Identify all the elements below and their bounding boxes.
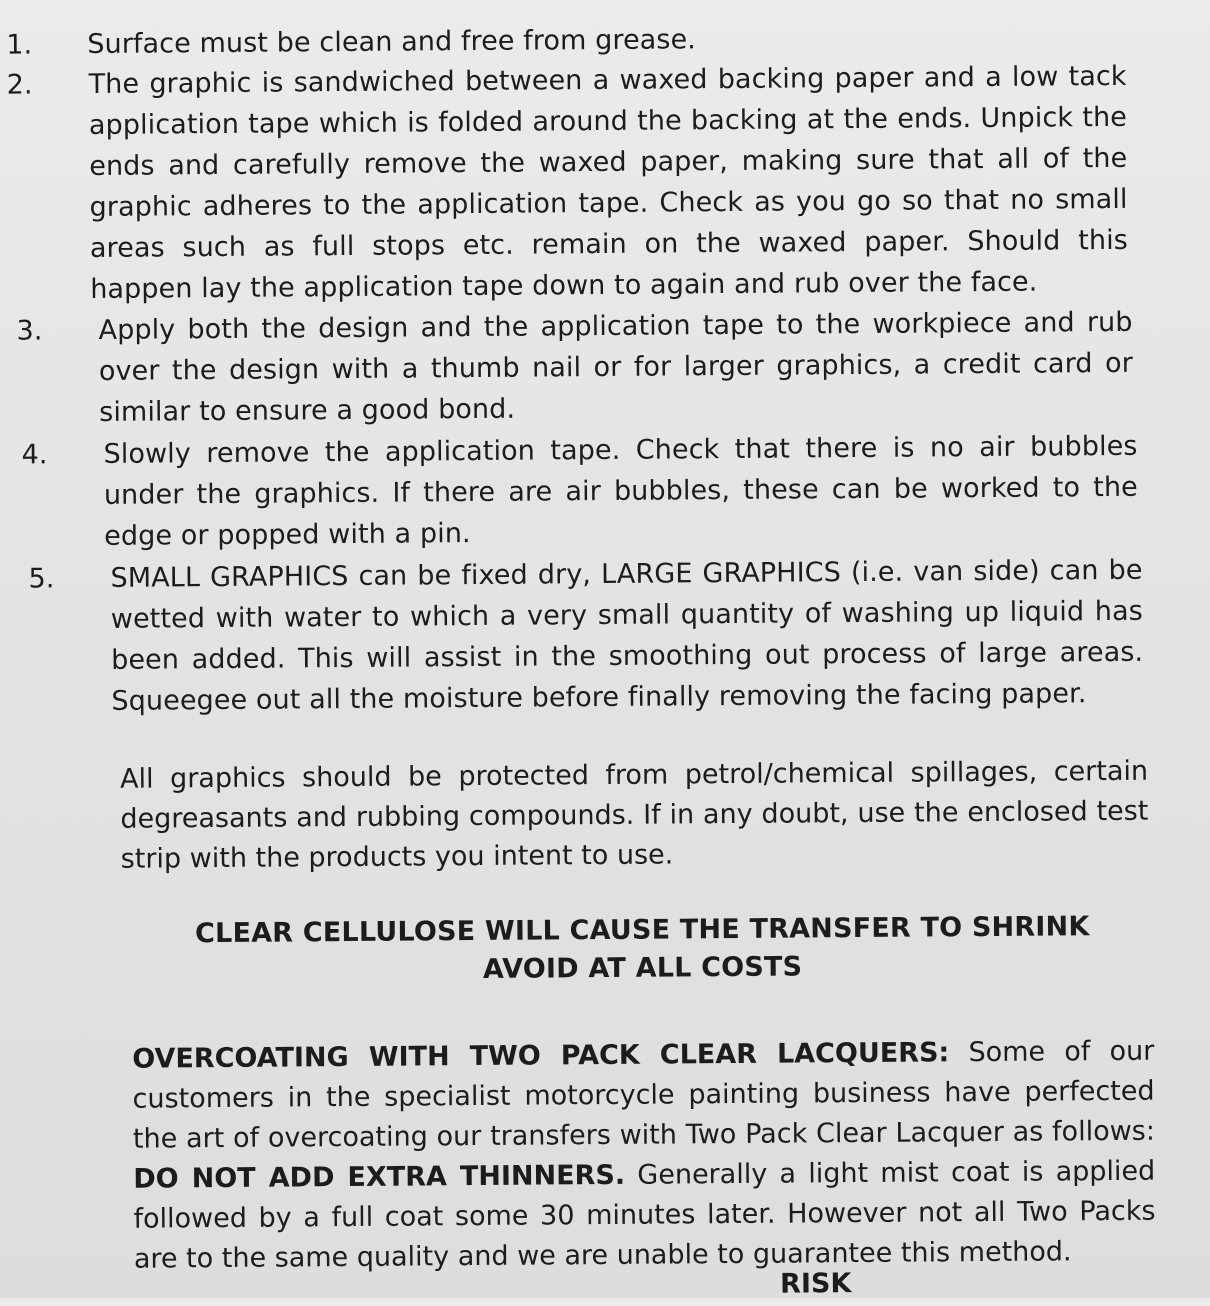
cutoff-text: RISK bbox=[779, 1268, 852, 1300]
warning-line-1: CLEAR CELLULOSE WILL CAUSE THE TRANSFER TO SHRINK bbox=[194, 911, 1090, 950]
overcoating-text-1: Some of our customers in the specialist motorcycle painting business have perfected the art of overcoating our transfers with Two Pack Clear Lacquer as follows: bbox=[132, 1035, 1156, 1155]
instruction-number: 5. bbox=[28, 563, 55, 595]
overcoating-emphasis: DO NOT ADD EXTRA THINNERS. bbox=[133, 1159, 626, 1195]
instruction-text: Apply both the design and the application tape to the workpiece and rub over the design with a thumb nail or for larger graphics, a credit card or similar to ensure a good bond. bbox=[98, 306, 1133, 428]
instruction-number: 3. bbox=[16, 315, 43, 347]
instruction-text: SMALL GRAPHICS can be fixed dry, LARGE GRAPHICS (i.e. van side) can be wetted with water to which a very small quantity of washing up liquid has been added. This will assist in the smoothing out process of large areas. Squeegee out all the moisture before finally removing the facing paper. bbox=[110, 554, 1144, 717]
overcoating-heading: OVERCOATING WITH TWO PACK CLEAR LACQUERS: bbox=[132, 1037, 950, 1075]
instruction-text: Surface must be clean and free from grease. bbox=[87, 24, 697, 61]
protection-note: All graphics should be protected from petrol/chemical spillages, certain degreasants and rubbing compounds. If in any doubt, use the enclosed test strip with the products you intent to use. bbox=[119, 755, 1149, 875]
instruction-number: 2. bbox=[6, 69, 33, 101]
warning-line-2: AVOID AT ALL COSTS bbox=[482, 951, 803, 985]
cellulose-warning bbox=[157, 908, 1128, 992]
overcoating-text-2: Generally a light mist coat is applied followed by a full coat some 30 minutes later. However not all Two Packs are to the same quality and we are unable to guarantee this method. bbox=[133, 1155, 1156, 1275]
instruction-item-1 bbox=[0, 16, 1140, 61]
cutoff-text-fragment bbox=[779, 1268, 890, 1300]
instruction-number: 1. bbox=[6, 29, 33, 61]
instruction-number: 4. bbox=[21, 439, 48, 471]
instruction-text: The graphic is sandwiched between a waxed backing paper and a low tack application tape which is folded around the backing at the ends. Unpick the ends and carefully remove the waxed paper, making sure that all of the graphic adheres to the application tape. Check as you go so that no small areas such as full stops etc. remain on the waxed paper. Should this happen lay the application tape down to again and rub over the face. bbox=[88, 60, 1129, 306]
instruction-text: Slowly remove the application tape. Check that there is no air bubbles under the graphics. If there are air bubbles, these can be worked to the edge or popped with a pin. bbox=[103, 430, 1138, 552]
overcoating-section bbox=[132, 1032, 1156, 1280]
